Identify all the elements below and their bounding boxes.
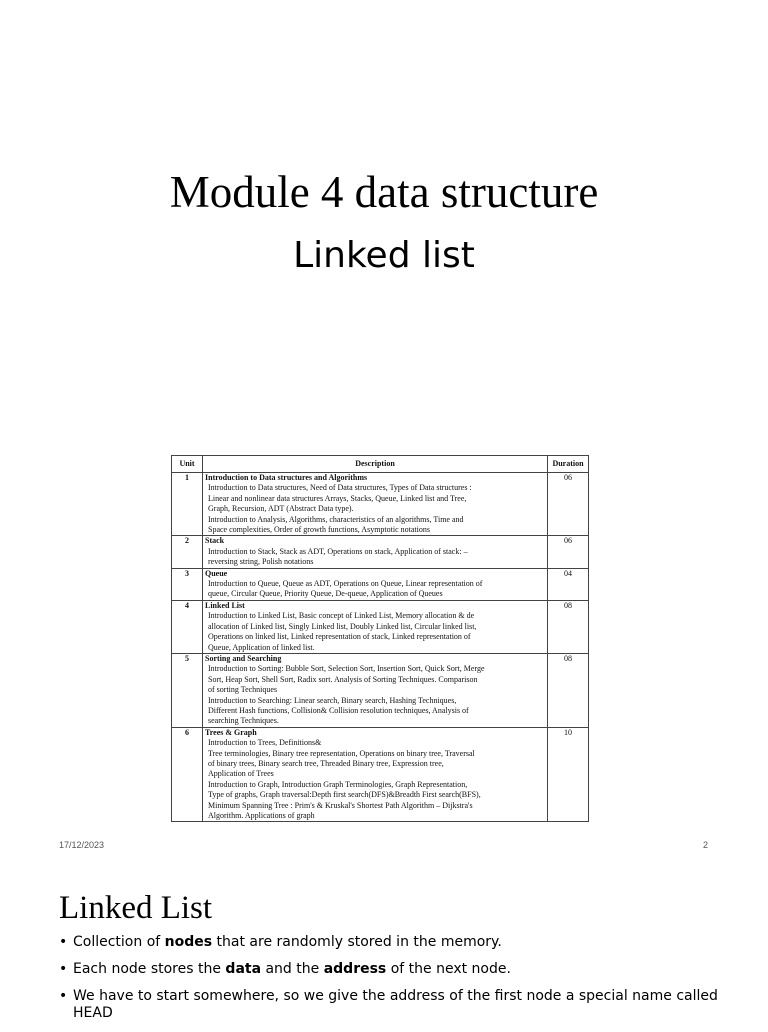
table-row [172, 473, 589, 536]
unit-duration: 04 [548, 568, 589, 600]
table-row [172, 653, 589, 727]
unit-description-line: of binary trees, Binary search tree, Threaded Binary tree, Expression tree, [208, 758, 444, 768]
unit-duration: 08 [548, 653, 589, 727]
bullet-item [59, 961, 739, 978]
unit-description-line: Introduction to Sorting: Bubble Sort, Selection Sort, Insertion Sort, Quick Sort, Merge [208, 664, 485, 674]
unit-description [203, 600, 548, 653]
unit-description-line: Introduction to Searching: Linear search, Binary search, Hashing Techniques, [208, 695, 457, 705]
unit-title: Trees & Graph [205, 727, 257, 737]
unit-title: Queue [205, 568, 228, 578]
slide-linked-list [0, 880, 768, 1024]
unit-number: 2 [172, 536, 203, 568]
syllabus-table [171, 455, 589, 822]
unit-description [203, 727, 548, 822]
header-description: Description [203, 456, 548, 473]
unit-title: Linked List [205, 600, 245, 610]
bullet-keyword: data [225, 961, 262, 977]
unit-description [203, 653, 548, 727]
unit-description-line: Introduction to Graph, Introduction Graph Terminologies, Graph Representation, [208, 779, 468, 789]
bullet-dot-icon: • [59, 961, 68, 977]
bullet-item [59, 934, 739, 951]
unit-number: 1 [172, 473, 203, 536]
unit-description-line: reversing string, Polish notations [208, 557, 314, 567]
bullet-keyword: address [323, 961, 387, 977]
bullet-text: that are randomly stored in the memory. [212, 934, 502, 950]
unit-description [203, 473, 548, 536]
bullet-keyword: nodes [164, 934, 213, 950]
unit-description-line: Application of Trees [208, 769, 274, 779]
bullet-item [59, 988, 739, 1022]
bullet-text: and the [261, 961, 324, 977]
slide-title: Linked List [59, 890, 213, 926]
unit-description-line: Introduction to Queue, Queue as ADT, Operations on Queue, Linear representation of [208, 579, 483, 589]
bullet-text: of the next node. [386, 961, 511, 977]
table-row [172, 727, 589, 822]
header-duration: Duration [548, 456, 589, 473]
table-row [172, 600, 589, 653]
unit-description-line: Linear and nonlinear data structures Arrays, Stacks, Queue, Linked list and Tree, [208, 493, 467, 503]
table-row [172, 536, 589, 568]
bullet-dot-icon: • [59, 988, 68, 1004]
unit-description-line: searching Techniques. [208, 716, 279, 726]
bullet-list [59, 934, 739, 1032]
header-unit: Unit [172, 456, 203, 473]
unit-description-line: Algorithm. Applications of graph [208, 811, 315, 820]
slide-subtitle: Linked list [293, 235, 475, 276]
footer-date: 17/12/2023 [59, 840, 105, 850]
unit-description-line: Operations on linked list, Linked representation of stack, Linked representation of [208, 632, 471, 642]
syllabus-body [172, 473, 589, 822]
unit-number: 3 [172, 568, 203, 600]
unit-description-line: Graph, Recursion, ADT (Abstract Data type). [208, 504, 354, 514]
unit-description-line: Space complexities, Order of growth functions, Asymptotic notations [208, 525, 430, 535]
unit-duration: 08 [548, 600, 589, 653]
unit-number: 4 [172, 600, 203, 653]
unit-description-line: Introduction to Trees, Definitions& [208, 738, 322, 748]
unit-title: Stack [205, 536, 225, 546]
bullet-dot-icon: • [59, 934, 68, 950]
unit-duration: 06 [548, 536, 589, 568]
unit-description-line: Introduction to Data structures, Need of Data structures, Types of Data structures : [208, 483, 472, 493]
bullet-text: We have to start somewhere, so we give the address of the first node a special name called HEAD [73, 988, 718, 1021]
unit-description [203, 568, 548, 600]
unit-title: Introduction to Data structures and Algorithms [205, 473, 368, 482]
unit-description-line: Minimum Spanning Tree : Prim's & Kruskal's Shortest Path Algorithm – Dijkstra's [208, 800, 473, 810]
unit-description-line: Sort, Heap Sort, Shell Sort, Radix sort. Analysis of Sorting Techniques. Comparison [208, 674, 478, 684]
unit-number: 5 [172, 653, 203, 727]
unit-description-line: Queue, Application of linked list. [208, 642, 315, 652]
slide-title: Module 4 data structure [169, 167, 599, 217]
unit-number: 6 [172, 727, 203, 822]
unit-title: Sorting and Searching [205, 653, 282, 663]
unit-description-line: queue, Circular Queue, Priority Queue, De-queue, Application of Queues [208, 589, 443, 599]
unit-description-line: allocation of Linked list, Singly Linked list, Doubly Linked list, Circular linked list, [208, 621, 477, 631]
bullet-text: Each node stores the [73, 961, 226, 977]
unit-description-line: Type of graphs, Graph traversal:Depth first search(DFS)&Breadth First search(BFS), [208, 790, 481, 800]
unit-description-line: Introduction to Stack, Stack as ADT, Operations on stack, Application of stack: – [208, 546, 468, 556]
unit-duration: 06 [548, 473, 589, 536]
unit-description-line: of sorting Techniques [208, 685, 278, 695]
footer-page-number: 2 [703, 840, 709, 850]
unit-description-line: Tree terminologies, Binary tree representation, Operations on binary tree, Traversal [208, 748, 475, 758]
unit-description-line: Different Hash functions, Collision& Collision resolution techniques, Analysis of [208, 705, 469, 715]
unit-description-line: Introduction to Analysis, Algorithms, characteristics of an algorithms, Time and [208, 514, 464, 524]
unit-description-line: Introduction to Linked List, Basic concept of Linked List, Memory allocation & de [208, 611, 475, 621]
table-header-row [172, 456, 589, 473]
unit-description [203, 536, 548, 568]
unit-duration: 10 [548, 727, 589, 822]
table-row [172, 568, 589, 600]
bullet-text: Collection of [73, 934, 165, 950]
